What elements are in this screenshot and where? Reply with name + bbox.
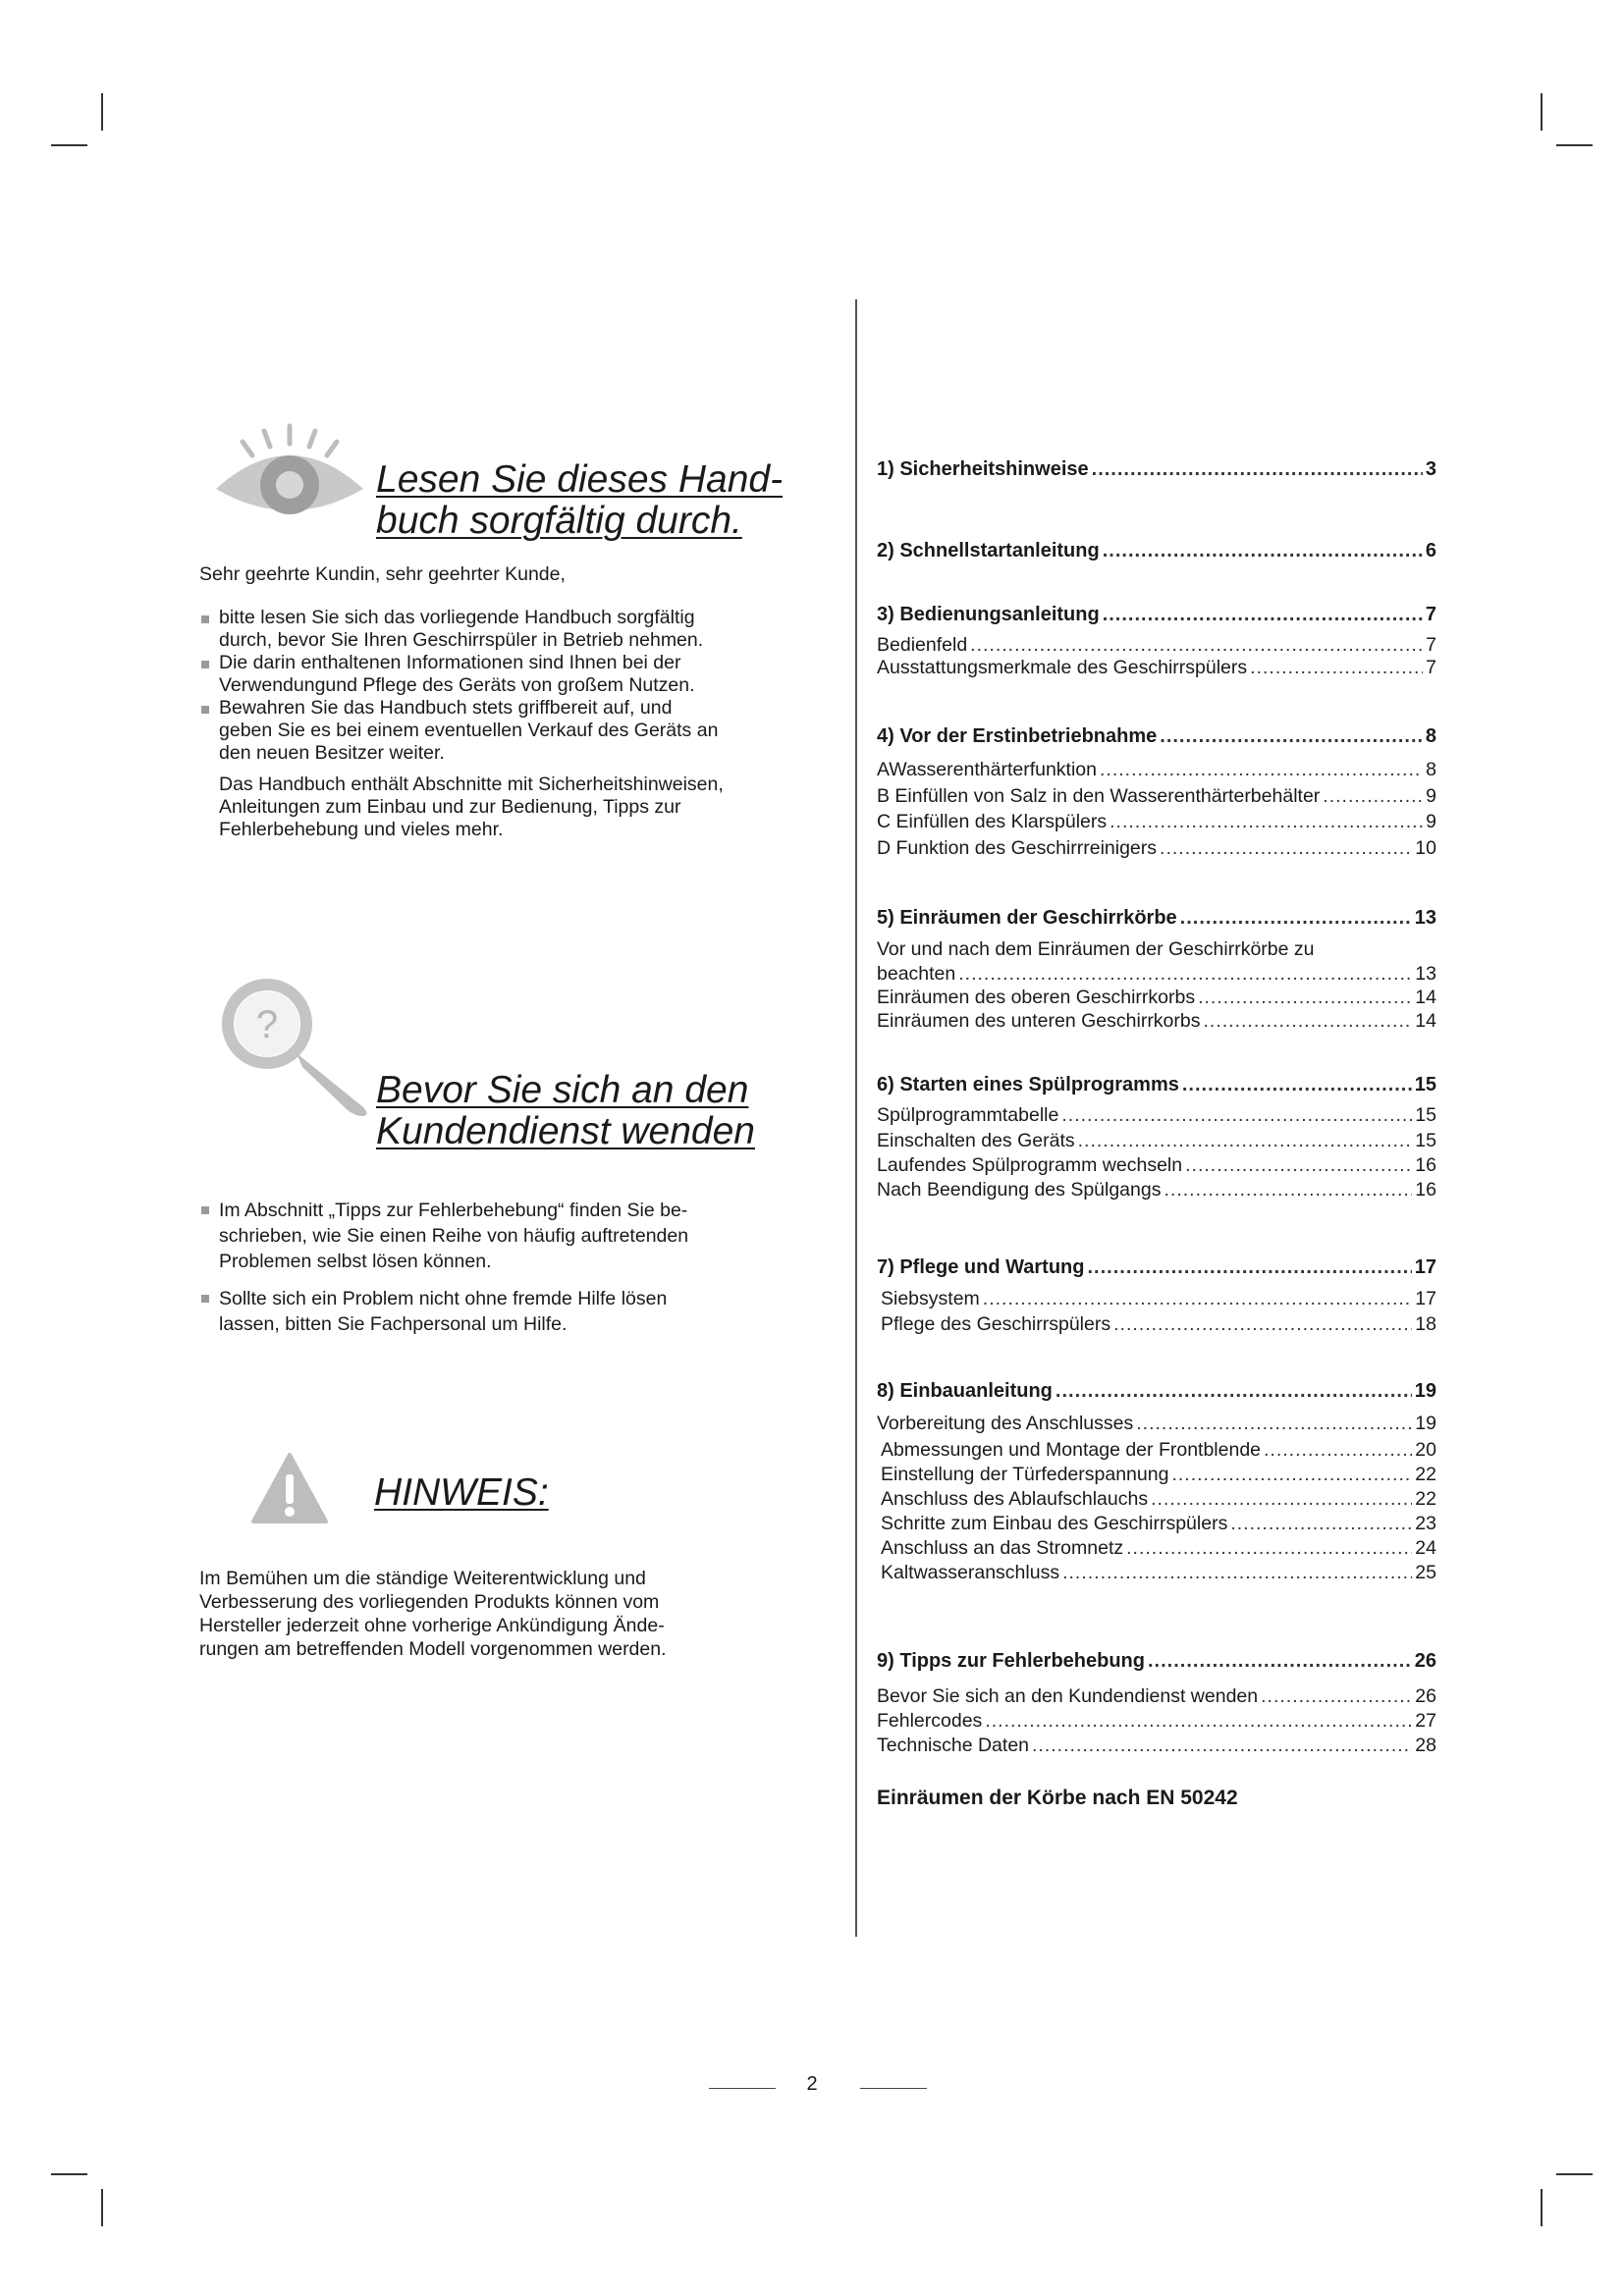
crop-mark [1541, 2189, 1543, 2226]
toc-entry[interactable]: Vorbereitung des Anschlusses ..... 19 [877, 1412, 1436, 1435]
magnifier-question-icon [218, 975, 375, 1117]
toc-entry[interactable]: D Funktion des Geschirrreinigers ..... 10 [877, 836, 1436, 860]
warning-triangle-icon [250, 1451, 329, 1524]
toc-entry[interactable]: Einräumen des oberen Geschirrkorbs ..... 14 [877, 986, 1436, 1009]
toc-entry[interactable]: Einschalten des Geräts ..... 15 [877, 1129, 1436, 1152]
toc-entry[interactable]: Einräumen des unteren Geschirrkorbs ..... 14 [877, 1009, 1436, 1033]
read-manual-heading: Lesen Sie dieses Hand- buch sorgfältig durch. [376, 458, 784, 542]
toc-section[interactable]: 2) Schnellstartanleitung ..... 6 [877, 539, 1436, 562]
list-item: Im Abschnitt „Tipps zur Fehlerbehebung“ finden Sie be- schrieben, wie Sie einen Reihe von häufig auftretenden Problemen selbst lösen können. [199, 1198, 688, 1274]
toc-entry[interactable]: Spülprogrammtabelle ..... 15 [877, 1103, 1436, 1127]
toc-entry[interactable]: Bevor Sie sich an den Kundendienst wenden ..... 26 [877, 1684, 1436, 1708]
toc-entry-intro: Vor und nach dem Einräumen der Geschirrkörbe zu [877, 938, 1315, 960]
list-item: Die darin enthaltenen Informationen sind Ihnen bei der Verwendungund Pflege des Geräts von großem Nutzen. [199, 652, 718, 697]
crop-mark [1541, 93, 1543, 131]
toc-entry[interactable]: Abmessungen und Montage der Frontblende ..... 20 [877, 1438, 1436, 1462]
service-heading: Bevor Sie sich an den Kundendienst wenden [376, 1069, 755, 1152]
manual-contents-paragraph: Das Handbuch enthält Abschnitte mit Sicherheitshinweisen, Anleitungen zum Einbau und zur Bedienung, Tipps zur Fehlerbehebung und vieles mehr. [219, 774, 724, 840]
toc-section[interactable]: 8) Einbauanleitung ..... 19 [877, 1379, 1436, 1403]
service-bullet-list [199, 1198, 688, 1337]
toc-section[interactable]: 6) Starten eines Spülprogramms ..... 15 [877, 1073, 1436, 1096]
toc-section[interactable]: 7) Pflege und Wartung ..... 17 [877, 1255, 1436, 1279]
crop-mark [1556, 2173, 1593, 2175]
svg-text:?: ? [255, 1003, 279, 1046]
toc-entry[interactable]: Pflege des Geschirrspülers ..... 18 [877, 1312, 1436, 1336]
toc-section[interactable]: 4) Vor der Erstinbetriebnahme ..... 8 [877, 724, 1436, 748]
toc-entry[interactable]: Anschluss an das Stromnetz ..... 24 [877, 1536, 1436, 1560]
crop-mark [51, 2173, 87, 2175]
read-bullet-list [199, 607, 718, 765]
list-item: bitte lesen Sie sich das vorliegende Handbuch sorgfältig durch, bevor Sie Ihren Geschirrspüler in Betrieb nehmen. [199, 607, 718, 652]
toc-entry[interactable]: Bedienfeld ..... 7 [877, 633, 1436, 657]
list-item: Sollte sich ein Problem nicht ohne fremde Hilfe lösen lassen, bitten Sie Fachpersonal um Hilfe. [199, 1286, 688, 1337]
list-item: Bewahren Sie das Handbuch stets griffbereit auf, und geben Sie es bei einem eventuellen Verkauf des Geräts an den neuen Besitzer weiter. [199, 697, 718, 765]
toc-entry[interactable]: Ausstattungsmerkmale des Geschirrspülers ..... 7 [877, 656, 1436, 679]
toc-entry[interactable]: Einstellung der Türfederspannung ..... 22 [877, 1463, 1436, 1486]
toc-entry[interactable]: C Einfüllen des Klarspülers ..... 9 [877, 810, 1436, 833]
column-divider [855, 299, 857, 1937]
toc-entry[interactable]: Laufendes Spülprogramm wechseln ..... 16 [877, 1153, 1436, 1177]
crop-mark [1556, 144, 1593, 146]
toc-section[interactable]: 9) Tipps zur Fehlerbehebung ..... 26 [877, 1649, 1436, 1673]
toc-entry[interactable]: Schritte zum Einbau des Geschirrspülers ..... 23 [877, 1512, 1436, 1535]
toc-entry[interactable]: Siebsystem ..... 17 [877, 1287, 1436, 1310]
toc-entry[interactable]: B Einfüllen von Salz in den Wasserenthärterbehälter ..... 9 [877, 784, 1436, 808]
toc-entry[interactable]: Anschluss des Ablaufschlauchs ..... 22 [877, 1487, 1436, 1511]
toc-entry[interactable]: Technische Daten ..... 28 [877, 1734, 1436, 1757]
page-number-rule-right [860, 2088, 927, 2089]
toc-entry[interactable]: Kaltwasseranschluss ..... 25 [877, 1561, 1436, 1584]
toc-entry[interactable]: AWasserenthärterfunktion ..... 8 [877, 758, 1436, 781]
crop-mark [101, 2189, 103, 2226]
note-heading: HINWEIS: [374, 1471, 549, 1514]
greeting: Sehr geehrte Kundin, sehr geehrter Kunde, [199, 563, 566, 585]
page-number: 2 [806, 2073, 818, 2095]
toc-extra-entry[interactable]: Einräumen der Körbe nach EN 50242 [877, 1787, 1238, 1809]
toc-section[interactable]: 5) Einräumen der Geschirrkörbe ..... 13 [877, 906, 1436, 930]
toc-entry[interactable]: Nach Beendigung des Spülgangs ..... 16 [877, 1178, 1436, 1201]
eye-icon [211, 422, 368, 530]
toc-entry[interactable]: Fehlercodes ..... 27 [877, 1709, 1436, 1733]
crop-mark [101, 93, 103, 131]
toc-section[interactable]: 3) Bedienungsanleitung ..... 7 [877, 603, 1436, 626]
toc-entry[interactable]: beachten ..... 13 [877, 962, 1436, 986]
toc-section[interactable]: 1) Sicherheitshinweise ..... 3 [877, 457, 1436, 481]
note-paragraph: Im Bemühen um die ständige Weiterentwicklung und Verbesserung des vorliegenden Produkts können vom Hersteller jederzeit ohne vorherige Ankündigung Ände- rungen am betreffenden Modell vorgenommen werden. [199, 1568, 667, 1660]
crop-mark [51, 144, 87, 146]
